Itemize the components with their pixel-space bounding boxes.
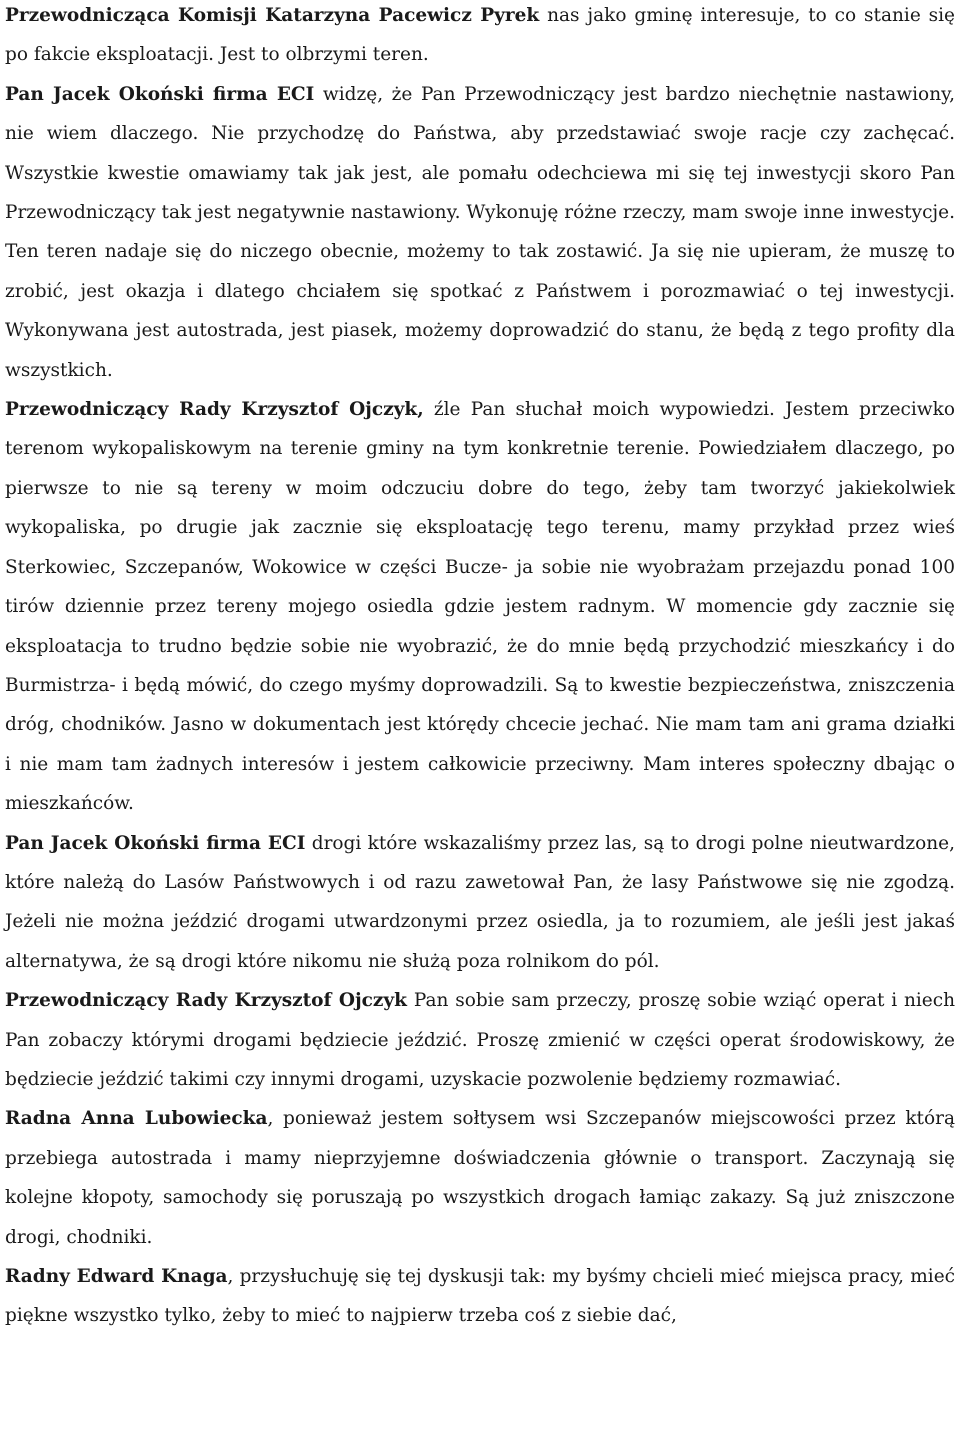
speaker-name: Pan Jacek Okoński firma ECI (5, 83, 315, 105)
paragraph-text: Pan sobie sam przeczy, proszę sobie wziąć operat i niech Pan zobaczy którymi drogami będziecie jeździć. Proszę zmienić w części operat środowiskowy, że będziecie jeździć takimi czy innymi drogami, uzyskacie pozwolenie będziemy rozmawiać. (5, 990, 955, 1090)
paragraph-lubowiecka (5, 1099, 955, 1257)
speaker-name: Radny Edward Knaga (5, 1266, 228, 1287)
paragraph-text: drogi które wskazaliśmy przez las, są to drogi polne nieutwardzone, które należą do Lasów Państwowych i od razu zawetował Pan, że lasy Państwowe się nie zgodzą. Jeżeli nie można jeździć drogami utwardzonymi przez osiedla, ja to rozumiem, ale jeśli jest jakaś alternatywa, że są drogi które nikomu nie służą poza rolnikom do pól. (5, 832, 955, 972)
paragraph-okonski-2 (5, 824, 955, 982)
speaker-name: Przewodnicząca Komisji Katarzyna Pacewicz Pyrek (5, 5, 540, 26)
paragraph-ojczyk-2 (5, 981, 955, 1099)
speaker-name: Radna Anna Lubowiecka (5, 1108, 268, 1130)
paragraph-text: , ponieważ jestem sołtysem wsi Szczepanów miejscowości przez którą przebiega autostrada i mamy nieprzyjemne doświadczenia głównie o transport. Zaczynają się kolejne kłopoty, samochody się poruszają po wszystkich drogach łamiąc zakazy. Są już zniszczone drogi, chodniki. (5, 1108, 955, 1248)
speaker-name: Pan Jacek Okoński firma ECI (5, 832, 306, 854)
paragraph-text: nas jako gminę interesuje, to co stanie się po fakcie eksploatacji. Jest to olbrzymi teren. (5, 5, 955, 66)
paragraph-text: widzę, że Pan Przewodniczący jest bardzo niechętnie nastawiony, nie wiem dlaczego. Nie przychodzę do Państwa, aby przedstawiać swoje racje czy zachęcać. Wszystkie kwestie omawiamy tak jak jest, ale pomału odechciewa mi się tej inwestycji skoro Pan Przewodniczący tak jest negatywnie nastawiony. Wykonuję różne rzeczy, mam swoje inne inwestycje. Ten teren nadaje się do niczego obecnie, możemy to tak zostawić. Ja się nie upieram, że muszę to zrobić, jest okazja i dlatego chciałem się spotkać z Państwem i porozmawiać o tej inwestycji. Wykonywana jest autostrada, jest piasek, możemy doprowadzić do stanu, że będą z tego profity dla wszystkich. (5, 83, 955, 381)
speaker-name: Przewodniczący Rady Krzysztof Ojczyk (5, 990, 407, 1012)
paragraph-ojczyk-1 (5, 390, 955, 823)
paragraph-text: źle Pan słuchał moich wypowiedzi. Jestem przeciwko terenom wykopaliskowym na terenie gminy na tym konkretnie terenie. Powiedziałem dlaczego, po pierwsze to nie są tereny w moim odczuciu dobre do tego, żeby tam tworzyć jakiekolwiek wykopaliska, po drugie jak zacznie się eksploatację tego terenu, mamy przykład przez wieś Sterkowiec, Szczepanów, Wokowice w części Bucze- ja sobie nie wyobrażam przejazdu ponad 100 tirów dziennie przez tereny mojego osiedla gdzie jestem radnym. W momencie gdy zacznie się eksploatacja to trudno będzie sobie nie wyobrazić, że do mnie będą przychodzić mieszkańcy i do Burmistrza- i będą mówić, do czego myśmy doprowadzili. Są to kwestie bezpieczeństwa, zniszczenia dróg, chodników. Jasno w dokumentach jest którędy chcecie jechać. Nie mam tam ani grama działki i nie mam tam żadnych interesów i jestem całkowicie przeciwny. Mam interes społeczny dbając o mieszkańców. (5, 399, 955, 815)
speaker-name: Przewodniczący Rady Krzysztof Ojczyk, (5, 399, 424, 421)
paragraph-text: , przysłuchuję się tej dyskusji tak: my byśmy chcieli mieć miejsca pracy, mieć piękne wszystko tylko, żeby to mieć to najpierw trzeba coś z siebie dać, (5, 1266, 956, 1327)
paragraph-knaga (5, 1257, 955, 1336)
paragraph-okonski-1 (5, 75, 955, 390)
paragraph-pacewicz-pyrek-1 (5, 0, 955, 75)
